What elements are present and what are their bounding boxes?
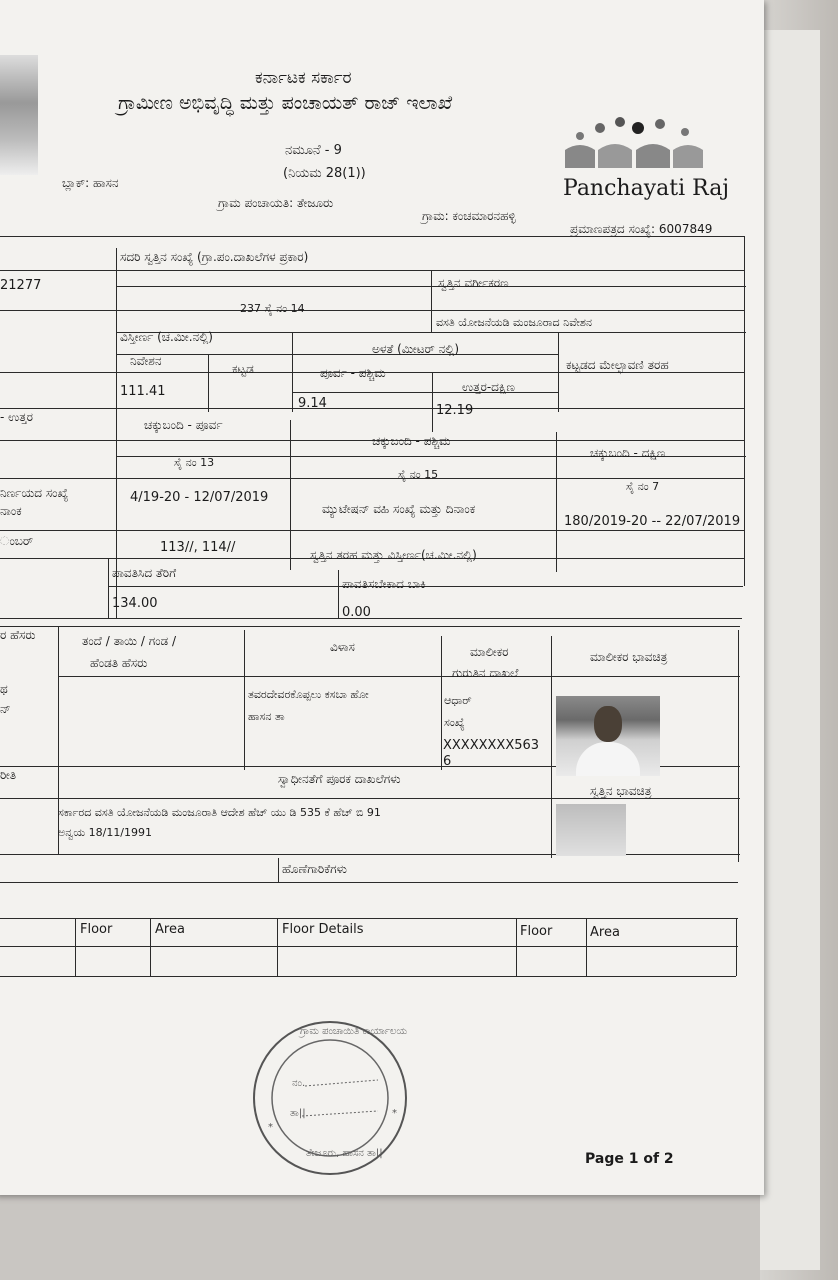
left-id: 21277 xyxy=(0,278,42,293)
form-number: ನಮೂನೆ - 9 xyxy=(285,143,342,158)
number-value: 113//, 114// xyxy=(160,540,236,555)
documents-line-1: ಸರ್ಕಾರದ ವಸತಿ ಯೋಜನೆಯಡಿ ಮಂಜೂರಾತಿ ಆದೇಶ ಹೆಚ್ ಯು ಡಿ 535 ಕೆ ಹೆಚ್ ಬಿ 91 xyxy=(58,806,381,819)
east-west-label: ಪೂರ್ವ - ಪಶ್ಚಿಮ xyxy=(320,366,386,380)
area-header-2: Area xyxy=(590,925,620,940)
seal-number: ನಂ. xyxy=(292,1078,306,1089)
owner-id-3: XXXXXXXX563 xyxy=(443,738,540,753)
address-line-1: ತವರದೇವರಕೊಪ್ಪಲು ಕಸಬಾ ಹೋ xyxy=(248,688,369,701)
owner-id-1: ಆಧಾರ್ xyxy=(444,694,472,707)
owner-photo-label: ಮಾಲೀಕರ ಭಾವಚಿತ್ರ xyxy=(590,650,668,664)
tax-due-label: ಪಾವತಿಸಬೇಕಾದ ಬಾಕಿ xyxy=(342,577,426,591)
property-number-label: ಸದರಿ ಸ್ವತ್ತಿನ ಸಂಖ್ಯೆ (ಗ್ರಾ.ಪಂ.ದಾಖಲೆಗಳ ಪ್ರಕಾರ) xyxy=(120,250,309,264)
south-boundary: ಸೈ ನಂ 7 xyxy=(626,480,660,493)
svg-text:*: * xyxy=(268,1122,273,1133)
address-label: ವಿಳಾಸ xyxy=(330,640,355,654)
property-photo xyxy=(556,804,626,856)
decision-value: 4/19-20 - 12/07/2019 xyxy=(130,490,269,505)
parent-label-2: ಹೆಂಡತಿ ಹೆಸರು xyxy=(90,656,148,670)
parent-label-1: ತಂದೆ / ತಾಯಿ / ಗಂಡ / xyxy=(82,634,177,648)
documents-line-2: ಅನ್ವಯ 18/11/1991 xyxy=(58,826,153,839)
logo-caption: Panchayati Raj xyxy=(563,176,730,201)
property-class-label: ಸ್ವತ್ತಿನ ವರ್ಗೀಕರಣ xyxy=(438,276,509,290)
building-label: ಕಟ್ಟಡ xyxy=(232,362,254,376)
block-label: ಬ್ಲಾಕ್: ಹಾಸನ xyxy=(62,176,119,190)
seal-date: ತಾ|| xyxy=(290,1108,306,1119)
building-type-label: ಕಟ್ಟಡದ ಮೇಲ್ಛಾವಣಿ ತರಹ xyxy=(566,358,669,372)
left-number: ಂಬರ್ xyxy=(0,534,34,548)
left-decision: ನಿರ್ಣಯದ ಸಂಖ್ಯೆ xyxy=(0,486,69,500)
property-photo-label: ಸ್ವತ್ತಿನ ಭಾವಚಿತ್ರ xyxy=(590,784,652,798)
left-owner-2: ನ್ xyxy=(0,702,11,716)
mutation-label: ಮ್ಯುಟೇಷನ್ ವಹಿ ಸಂಖ್ಯೆ ಮತ್ತು ದಿನಾಂಕ xyxy=(322,502,476,516)
owner-id-2: ಸಂಖ್ಯೆ xyxy=(444,716,465,729)
left-name: ರ ಹೆಸರು xyxy=(0,628,36,642)
east-west-measure: 9.14 xyxy=(298,396,327,411)
dept-title: ಗ್ರಾಮೀಣ ಅಭಿವೃದ್ಧಿ ಮತ್ತು ಪಂಚಾಯತ್ ರಾಜ್ ಇಲಾಖೆ xyxy=(118,92,453,114)
tax-due: 0.00 xyxy=(342,605,371,620)
area-header-1: Area xyxy=(155,922,185,937)
underlying-page xyxy=(760,30,820,1270)
seal-top-text: ಗ್ರಾಮ ಪಂಚಾಯಿತಿ ಕಾರ್ಯಾಲಯ xyxy=(300,1026,408,1037)
certificate-number: ಪ್ರಮಾಣಪತ್ರದ ಸಂಖ್ಯೆ: 6007849 xyxy=(570,222,713,236)
left-owner-1: ಥ xyxy=(0,682,8,696)
gp-label: ಗ್ರಾಮ ಪಂಚಾಯತಿ: ತೇಜೂರು xyxy=(218,196,334,210)
floor-header-2: Floor xyxy=(520,924,553,939)
village-label: ಗ್ರಾಮ: ಕಂಚಮಾರನಹಳ್ಳಿ xyxy=(422,209,516,223)
svg-text:*: * xyxy=(392,1108,397,1119)
left-date: ನಾಂಕ xyxy=(0,504,22,518)
area-label: ವಿಸ್ತೀರ್ಣ (ಚ.ಮೀ.ನಲ್ಲಿ) xyxy=(120,330,213,344)
type-area-label: ಸ್ವತ್ತಿನ ತರಹ ಮತ್ತು ವಿಸ್ತೀರ್ಣ(ಚ.ಮೀ.ನಲ್ಲಿ) xyxy=(310,548,477,562)
owner-id-4: 6 xyxy=(443,754,452,769)
karnataka-emblem-icon xyxy=(0,55,38,175)
floor-header-1: Floor xyxy=(80,922,113,937)
site-area: 111.41 xyxy=(120,384,166,399)
documents-label: ಸ್ವಾಧೀನತೆಗೆ ಪೂರಕ ದಾಖಲೆಗಳು xyxy=(278,772,401,786)
left-method: ರೀತಿ xyxy=(0,768,17,782)
tax-paid-label: ಪಾವತಿಸಿದ ತೆರಿಗೆ xyxy=(112,566,177,580)
mutation-value: 180/2019-20 -- 22/07/2019 xyxy=(564,514,741,529)
rule-number: (ನಿಯಮ 28(1)) xyxy=(283,166,366,181)
floor-details-header: Floor Details xyxy=(282,922,364,937)
property-class: ವಸತಿ ಯೋಜನೆಯಡಿ ಮಂಜೂರಾದ ನಿವೇಶನ xyxy=(436,316,593,329)
east-boundary-label: ಚಕ್ಕುಬಂದಿ - ಪೂರ್ವ xyxy=(144,418,223,432)
panchayati-raj-logo-icon xyxy=(560,110,710,180)
govt-title: ಕರ್ನಾಟಕ ಸರ್ಕಾರ xyxy=(255,68,352,88)
left-north: - ಉತ್ತರ xyxy=(0,410,33,424)
east-boundary: ಸೈ ನಂ 13 xyxy=(174,456,215,469)
owner-photo xyxy=(556,696,660,776)
seal-bottom-text: ತೇಜೂರು, ಹಾಸನ ತಾ|| xyxy=(306,1148,383,1159)
measure-label: ಅಳತೆ (ಮೀಟರ್ ನಲ್ಲಿ) xyxy=(372,342,460,356)
liabilities-label: ಹೊಣೆಗಾರಿಕೆಗಳು xyxy=(282,862,347,876)
west-boundary: ಸೈ ನಂ 15 xyxy=(398,468,439,481)
address-line-2: ಹಾಸನ ತಾ xyxy=(248,710,285,723)
tax-paid: 134.00 xyxy=(112,596,158,611)
south-boundary-label: ಚಕ್ಕುಬಂದಿ - ದಕ್ಷಿಣ xyxy=(590,446,666,460)
west-boundary-label: ಚಕ್ಕುಬಂದಿ - ಪಶ್ಚಿಮ xyxy=(372,434,451,448)
page-number: Page 1 of 2 xyxy=(585,1151,674,1167)
owner-id-label-2: ಗುರುತಿನ ದಾಖಲೆ xyxy=(452,666,519,680)
owner-id-label-1: ಮಾಲೀಕರ xyxy=(470,645,509,659)
site-label: ನಿವೇಶನ xyxy=(130,354,162,368)
north-south-measure: 12.19 xyxy=(436,403,474,418)
north-south-label: ಉತ್ತರ-ದಕ್ಷಿಣ xyxy=(462,380,515,394)
property-number: 237 ಸೈ ನಂ 14 xyxy=(240,302,305,315)
